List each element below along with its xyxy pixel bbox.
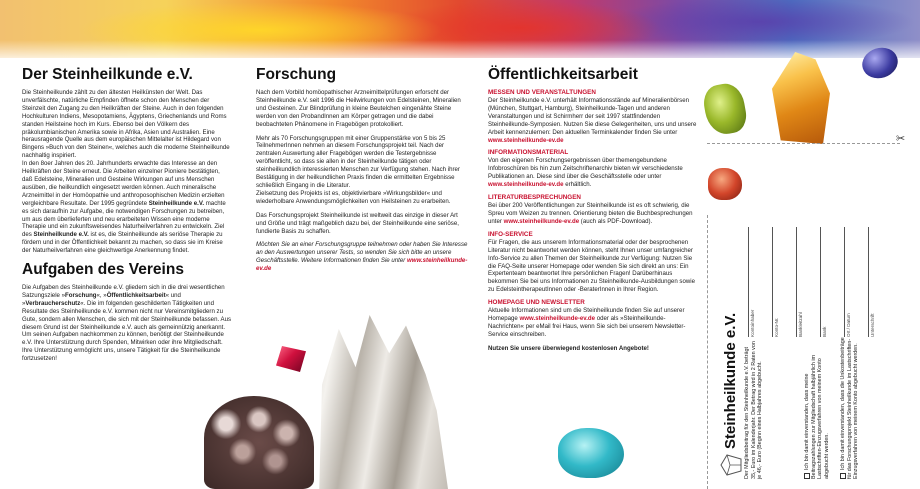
text: (auch als PDF-Download). [579, 217, 653, 225]
goal-verbraucherschutz: Verbraucherschutz [25, 299, 81, 307]
hematite-stone-image [204, 396, 314, 489]
field-kontoinhaber[interactable]: Kontoinhaber [748, 227, 755, 337]
text: ist es, die Steinheilkunde als seriöse Therapie zu fördern und in der Öffentlichkeit bekannt zu machen, so dass sie im Kreise der Naturheilverfahren eine gleichwertige Anerkennung findet. [22, 231, 223, 255]
text: Von den eigenen Forschungsergebnissen über themengebundene Infobroschüren bis hin zum Zeitschriftenarchiv bieten wir verschiedenste Publikationen an. Diese sind über die Geschäftsstelle oder unter [488, 157, 683, 181]
paragraph-history [22, 160, 232, 255]
closing-line: Nutzen Sie unsere überwiegend kostenlosen Angebote! [488, 344, 649, 352]
scissors-icon: ✂ [896, 132, 906, 145]
text: Möchten Sie an einer Forschungsgruppe teilnehmen oder haben Sie Interesse an den Auswertungen unserer Tests, so wenden Sie sich bitte an unsere Geschäftsstelle. Weitere Informationen finden Sie unter [256, 241, 468, 265]
text: «. Die im folgenden geschilderten Tätigkeiten und Resultate des Steinheilkunde e.V. kommen nicht nur Vereinsmitgliedern zu Gute, sondern allen Menschen, die sich mit der Steinheilkunde befassen. Aus diesem Grund ist der Steinheilkunde e.V. auch als gemeinnützig anerkannt. [22, 299, 232, 331]
paragraph-intro-text: Die Steinheilkunde zählt zu den ältesten Heilkünsten der Welt. Das unverfälschte, natürliche Empfinden öffnete schon den Menschen der Steinzeit den Zugang zu den Heilkräften der Steine. Auch in den folgenden Hochkulturen Indiens, Mesopotamiens, Ägyptens, Griechenlands und Roms standen Heilsteine hoch im Kurs. Ebenso bei den Völkern des präkolumbianischen Amerika sowie in Afrika, Asien und Australien. Eine herausragende Quelle aus dem europäischen Mittelalter ist Hildegard von Bingens »Buch von den Steinen«, welches auch die moderne Steinheilkunde nachhaltig inspiriert. [22, 89, 230, 160]
paragraph-support: Um seinen Aufgaben nachkommen zu können, benötigt der Steinheilkunde e.V. Ihre Unterstützung durch Spenden, Mitwirken oder ihre Mitgliedschaft. Ihre Unterstützung ermöglicht uns, unsere Tätigkeit für die Steinheilkunde fortzusetzen! [22, 331, 224, 363]
subhead-homepage: HOMEPAGE UND NEWSLETTER [488, 299, 585, 307]
banner-fade [0, 40, 920, 64]
form-description: Der Mitgliedsbeitrag für den Steinheilkunde e.V. beträgt 35,- Euro im Kalenderjahr. Der Betrag wird in 2 Raten von je 46,- Euro (Beginn eines Halbjahres abgebucht. [744, 341, 764, 479]
paragraph-forschung-2: Mehr als 70 Forschungsgruppen mit einer Gruppenstärke von 5 bis 25 TeilnehmerInnen nehmen an diesem Forschungsprojekt teil. Nach der zentralen Auswertung aller Fragebögen werden die Testergebnisse veröffentlicht, so dass sie allen in der Steinheilkunde tätigen oder steinheilkundlich interessierten Menschen zur Verfügung stehen. Nach ihrer Bestätigung in der heilkundlichen Praxis finden die ermittelten Ergebnisse schließlich Eingang in die Literatur. [256, 134, 460, 189]
peridot-stone-image [701, 81, 749, 137]
checkbox-forschung[interactable] [840, 337, 860, 479]
paragraph-forschung-1: Nach dem Vorbild homöopathischer Arzneimittelprüfungen erforscht der Steinheilkunde e.V. seit 1996 die Heilwirkungen von Edelsteinen, Mineralien und Gesteinen. Zur Blindprüfung in kleine Beutelchen eingenähte Steine werden von den ProbandInnen am Körper getragen und die dabei beobachteten Phänomene in Fragebögen protokolliert. [256, 89, 461, 128]
paragraph-literatur [488, 202, 698, 226]
subhead-infomaterial: INFORMATIONSMATERIAL [488, 149, 569, 157]
section-title-forschung: Forschung [256, 66, 337, 83]
jasper-stone-image [708, 168, 742, 200]
paragraph-intro [22, 89, 232, 160]
column-steinheilkunde [22, 66, 232, 363]
paragraph-messen [488, 97, 698, 144]
ruby-crystal-image [276, 346, 306, 372]
text: Der Steinheilkunde e.V. unterhält Informationsstände auf Mineralienbörsen (München, Stuttgart, Hamburg), Steinheilkunde-Tagen und anderen Veranstaltungen und ist Schirmherr der seit 1997 stattfindenden Steinheilkunde-Symposien. Nutzen Sie diese Gelegenheiten, uns und unsere Arbeit kennenzulernen: Den aktuellen Terminkalender finden Sie unter [488, 97, 697, 136]
website-link[interactable]: www.steinheilkunde-ev.de [488, 181, 564, 189]
text: Bei über 200 Veröffentlichungen zur Steinheilkunde ist es oft schwierig, die Spreu vom Weizen zu trennen. Orientierung bieten die Buchbesprechungen unter [488, 202, 693, 225]
text: « und » [22, 291, 181, 307]
website-link[interactable]: www.steinheilkunde-ev.de [256, 257, 468, 273]
crystal-logo-icon [720, 453, 742, 477]
goal-oeffentlichkeit: Öffentlichkeitsarbeit [106, 291, 166, 299]
org-name: Steinheilkunde e.V. [148, 199, 205, 207]
section-title-aufgaben: Aufgaben des Vereins [22, 261, 184, 279]
text: «, » [96, 291, 107, 299]
quartz-cluster-image [308, 315, 448, 489]
field-ort-datum[interactable]: Ort / Datum [844, 227, 851, 337]
checkbox-box[interactable] [840, 473, 846, 479]
subhead-infoservice: INFO-SERVICE [488, 230, 533, 238]
section-title-steinheilkunde: Der Steinheilkunde e.V. [22, 66, 193, 83]
checkbox-label: Ich bin damit einverstanden, dass die Unkostenbeiträge für das Forschungsprojekt Steinheilkunde im Lastschriften-Einzugsverfahren von meinem Konto abgebucht werden. [840, 337, 860, 479]
website-link[interactable]: www.steinheilkunde-ev.de [488, 136, 564, 144]
checkbox-label: Ich bin damit einverstanden, dass meine Beitragszahlungen zur Mitgliedschaft halbjährlich im Lastschriften-Einzugsverfahren von meinem Konto abgebucht werden. [804, 354, 830, 479]
field-bank[interactable]: Bank [820, 227, 827, 337]
text: Aktuelle Informationen sind um die Steinheilkunde finden Sie auf unserer Homepage [488, 307, 685, 323]
field-unterschrift[interactable]: Unterschrift [868, 227, 875, 337]
subhead-messen: MESSEN UND VERANSTALTUNGEN [488, 89, 596, 96]
field-bankleitzahl[interactable]: Bankleitzahl [796, 227, 803, 337]
membership-form [710, 219, 915, 489]
paragraph-infomaterial [488, 157, 698, 189]
paragraph-aufgaben [22, 284, 232, 331]
field-konto-nr[interactable]: Konto-Nr. [772, 227, 779, 337]
website-link[interactable]: www.steinheilkunde-ev.de [519, 315, 596, 323]
paragraph-infoservice: Für Fragen, die aus unserem Informationsmaterial oder der besprochenen Literatur nicht beantwortet werden können, steht Ihnen unser umfangreicher Info-Service zu allen Themen der Steinheilkunde zur Verfügung: Nutzen Sie die FAQ-Seite unserer Homepage oder wenden Sie sich direkt an uns: Ein Expertenteam beantwortet Ihre persönlichen Fragen! Darüberhinaus bekommen Sie bei uns Informationen zu Steinheilkunde-Ausbildungen sowie zu EdelsteintherapeutInnen oder -BeraterInnen in Ihrer Region. [488, 238, 695, 294]
checkbox-box[interactable] [804, 473, 810, 479]
section-title-oeffentlichkeit: Öffentlichkeitsarbeit [488, 66, 638, 83]
text: Die Aufgaben des Steinheilkunde e.V. gliedern sich in die drei wesentlichen Satzungsziele » [22, 284, 225, 299]
cut-line [707, 143, 900, 144]
column-forschung [256, 66, 468, 273]
text: oder als »Steinheilkunde-Nachrichten« per eMail frei Haus, wenn Sie sich bei unserem Newsletter-Service einschreiben. [488, 315, 686, 338]
form-title: Steinheilkunde e.V. [722, 312, 739, 449]
checkbox-beitrag[interactable] [804, 337, 830, 479]
paragraph-homepage [488, 307, 698, 339]
turquoise-stone-image [558, 428, 624, 478]
website-link[interactable]: www.steinheilkunde-ev.de [503, 217, 580, 225]
paragraph-forschung-4: Das Forschungsprojekt Steinheilkunde ist weltweit das einzige in dieser Art und Größe und trägt maßgeblich dazu bei, der Steinheilkunde eine seriöse, fundierte Basis zu schaffen. [256, 211, 459, 235]
panel-divider [707, 215, 708, 489]
paragraph-forschung-3: Zielsetzung des Projekts ist es, objektivierbare »Wirkungsbilder« und wiederholbare Anwendungsmöglichkeiten von Heilsteinen zu erarbeiten. [256, 189, 451, 205]
citrine-crystal-image [772, 52, 830, 144]
goal-forschung: Forschung [65, 291, 97, 299]
text: machte es sich daraufhin zur Aufgabe, die notwendigen Forschungen zu betreiben, um aus dem überlieferten und neu erarbeiteten Wissen eine moderne Therapie und ein zukunftsweisendes Naturheilverfahren zu entwickeln. Ziel des [22, 199, 226, 239]
text: In den 8oer Jahren des 20. Jahrhunderts erwachte das Interesse an den Heilkräften der Steine erneut. Die Arbeiten einzelner Pioniere bestätigten, daß Edelsteine, Mineralien und Gesteine Wirkungen auf uns Menschen ausüben, die heilkundlich eingesetzt werden können. Auch mineralische Arzneimittel in der Homöopathie und anthroposophischen Medizin erzielten vergleichbare Resultate. Der 1995 gegründete [22, 160, 225, 207]
paragraph-forschung-cta [256, 241, 468, 273]
subhead-literatur: LITERATURBESPRECHUNGEN [488, 194, 581, 202]
text: erhältlich. [563, 181, 592, 189]
column-oeffentlichkeit [488, 66, 698, 353]
org-name: Steinheilkunde e.V. [33, 231, 89, 239]
